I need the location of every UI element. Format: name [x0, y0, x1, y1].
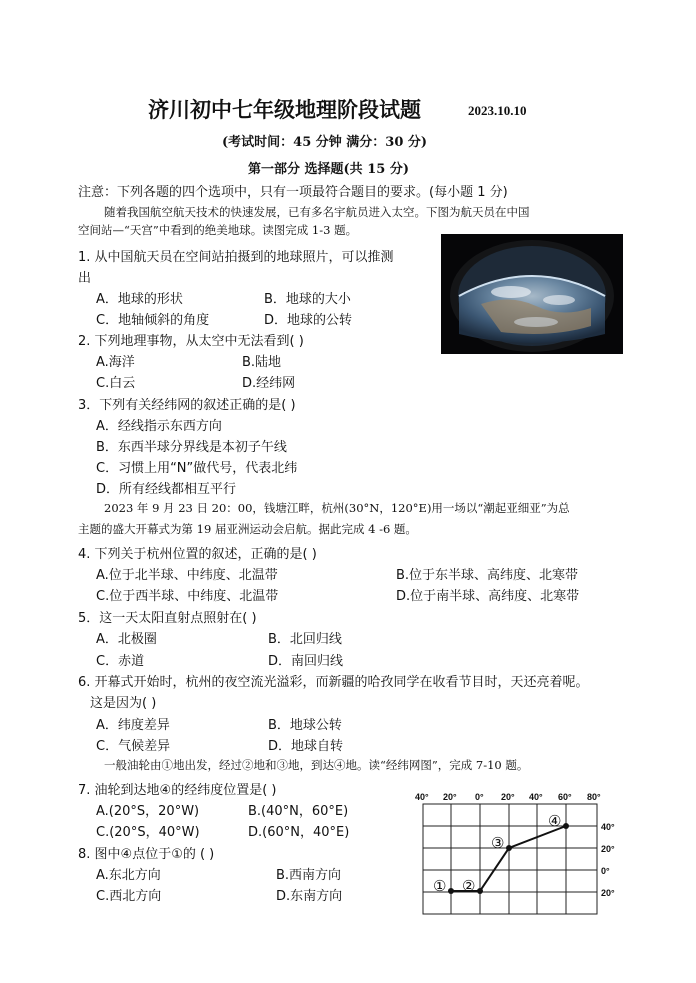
notice: 注意：下列各题的四个选项中，只有一项最符合题目的要求。(每小题 1 分)	[78, 185, 508, 200]
point-1-label: ①	[433, 878, 447, 895]
point-3-label: ③	[491, 835, 505, 852]
q1-option-c: C．地轴倾斜的角度	[96, 313, 210, 328]
q1-option-b: B．地球的大小	[264, 292, 351, 307]
section-title: 第一部分 选择题(共 15 分)	[248, 162, 409, 177]
lon-label-40w: 40°	[415, 792, 429, 802]
q4-option-c: C.位于西半球、中纬度、北温带	[96, 589, 279, 604]
q3-option-d: D．所有经线都相互平行	[96, 482, 237, 497]
grid-lines	[423, 804, 597, 914]
q7-option-d: D.(60°N，40°E)	[248, 825, 350, 840]
q8-option-b: B.西南方向	[276, 868, 342, 883]
q8-stem: 8. 图中④点位于①的 ( )	[78, 847, 215, 862]
q8-option-d: D.东南方向	[276, 889, 343, 904]
lon-label-80e: 80°	[587, 792, 601, 802]
q6-stem-line2: 这是因为( )	[90, 696, 157, 711]
lat-label-20s: 20°	[601, 888, 615, 898]
point-3-marker	[506, 845, 512, 851]
q6-option-c: C．气候差异	[96, 739, 171, 754]
intro2-line1: 2023 年 9 月 23 日 20：00，钱塘江畔，杭州(30°N，120°E)用一场以“潮起亚细亚”为总	[104, 501, 570, 515]
intro1-line1: 随着我国航空航天技术的快速发展，已有多名宇航员进入太空。下图为航天员在中国	[104, 205, 530, 219]
q5-stem: 5．这一天太阳直射点照射在( )	[78, 611, 257, 626]
q1-stem-line1: 1. 从中国航天员在空间站拍摄到的地球照片，可以推测	[78, 250, 394, 265]
q2-stem: 2. 下列地理事物，从太空中无法看到( )	[78, 334, 304, 349]
q7-option-b: B.(40°N，60°E)	[248, 804, 349, 819]
q1-stem-line2: 出	[78, 271, 92, 286]
q3-option-c: C．习惯上用“N”做代号，代表北纬	[96, 461, 298, 476]
lat-lon-grid-map	[405, 790, 635, 920]
q3-stem: 3．下列有关经纬网的叙述正确的是( )	[78, 398, 296, 413]
exam-info: (考试时间：45 分钟 满分：30 分)	[222, 135, 428, 150]
q6-option-a: A．纬度差异	[96, 718, 170, 733]
q5-option-a: A．北极圈	[96, 632, 157, 647]
lat-label-20n: 20°	[601, 844, 615, 854]
q6-option-d: D．地球自转	[268, 739, 344, 754]
earth-from-space-photo	[441, 234, 623, 354]
q1-option-a: A．地球的形状	[96, 292, 183, 307]
q2-option-c: C.白云	[96, 376, 136, 391]
point-2-marker	[477, 888, 483, 894]
point-2-label: ②	[462, 878, 476, 895]
q1-option-d: D．地球的公转	[264, 313, 353, 328]
intro1-line2: 空间站—“天宫”中看到的绝美地球。读图完成 1-3 题。	[78, 223, 358, 237]
q2-option-a: A.海洋	[96, 355, 135, 370]
q4-option-d: D.位于南半球、高纬度、北寒带	[396, 589, 580, 604]
q8-option-c: C.西北方向	[96, 889, 162, 904]
q4-stem: 4. 下列关于杭州位置的叙述，正确的是( )	[78, 547, 317, 562]
lat-label-40n: 40°	[601, 822, 615, 832]
intro3-line1: 一般油轮由①地出发，经过②地和③地，到达④地。读“经纬网图”，完成 7-10 题。	[104, 758, 529, 772]
q5-option-d: D．南回归线	[268, 654, 344, 669]
q4-option-b: B.位于东半球、高纬度、北寒带	[396, 568, 579, 583]
lat-label-0: 0°	[601, 866, 610, 876]
exam-date: 2023.10.10	[468, 103, 527, 118]
point-4-marker	[563, 823, 569, 829]
q7-option-a: A.(20°S，20°W)	[96, 804, 200, 819]
point-4-label: ④	[548, 813, 562, 830]
q8-option-a: A.东北方向	[96, 868, 161, 883]
q6-stem-line1: 6. 开幕式开始时，杭州的夜空流光溢彩，而新疆的哈孜同学在收看节目时，天还亮着呢。	[78, 675, 589, 690]
lon-label-40e: 40°	[529, 792, 543, 802]
q5-option-b: B．北回归线	[268, 632, 342, 647]
lon-label-20w: 20°	[443, 792, 457, 802]
lon-label-20e: 20°	[501, 792, 515, 802]
q6-option-b: B．地球公转	[268, 718, 342, 733]
q7-option-c: C.(20°S，40°W)	[96, 825, 200, 840]
lon-label-60e: 60°	[558, 792, 572, 802]
q3-option-a: A．经线指示东西方向	[96, 419, 222, 434]
q4-option-a: A.位于北半球、中纬度、北温带	[96, 568, 278, 583]
q7-stem: 7. 油轮到达地④的经纬度位置是( )	[78, 783, 277, 798]
page-title: 济川初中七年级地理阶段试题	[148, 97, 421, 122]
intro2-line2: 主题的盛大开幕式为第 19 届亚洲运动会启航。据此完成 4 -6 题。	[78, 522, 417, 536]
q5-option-c: C．赤道	[96, 654, 145, 669]
q3-option-b: B．东西半球分界线是本初子午线	[96, 440, 287, 455]
q2-option-b: B.陆地	[242, 355, 282, 370]
lon-label-0: 0°	[475, 792, 484, 802]
point-1-marker	[448, 888, 454, 894]
q2-option-d: D.经纬网	[242, 376, 296, 391]
